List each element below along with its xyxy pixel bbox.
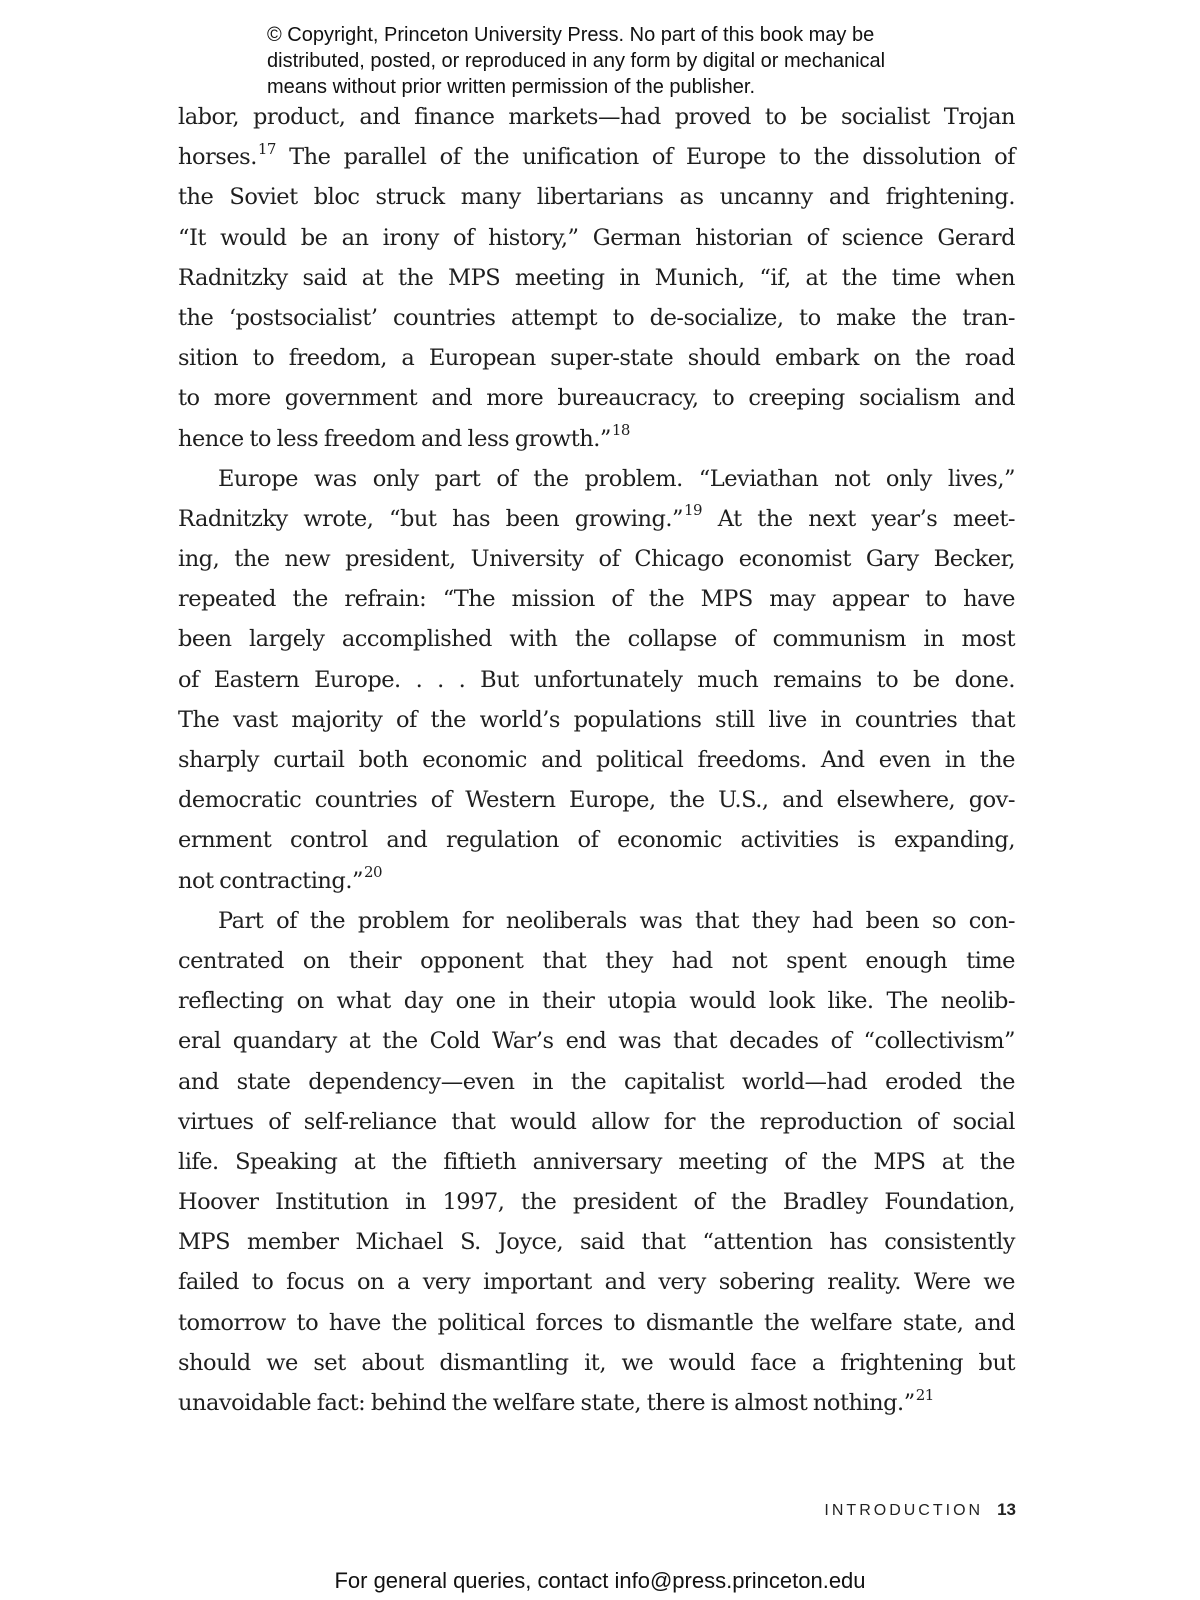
- footnote-ref-19[interactable]: 19: [684, 501, 703, 520]
- text-line: repeated the refrain: “The mission of the MPS may appear to have: [178, 586, 1015, 613]
- text-line: Radnitzky said at the MPS meeting in Munich, “if, at the time when: [178, 264, 1015, 291]
- text-line: Hoover Institution in 1997, the president of the Bradley Foundation,: [178, 1189, 1015, 1216]
- text-line: to more government and more bureaucracy, to creeping socialism and: [178, 385, 1015, 412]
- body-text: [178, 97, 1015, 1423]
- copyright-line: distributed, posted, or reproduced in any form by digital or mechanical: [267, 50, 886, 72]
- text-line: [178, 1383, 1015, 1423]
- text-run: horses.: [178, 144, 257, 171]
- text-line: the Soviet bloc struck many libertarians as uncanny and frightening.: [178, 184, 1015, 211]
- text-line: “It would be an irony of history,” German historian of science Gerard: [178, 224, 1015, 251]
- text-line: life. Speaking at the fiftieth anniversary meeting of the MPS at the: [178, 1148, 1015, 1175]
- copyright-line: © Copyright, Princeton University Press. No part of this book may be: [267, 24, 875, 46]
- text-run: The parallel of the unification of Europe to the dissolution of: [275, 144, 1015, 171]
- text-run: hence to less freedom and less growth.”: [178, 425, 611, 452]
- text-line: [178, 137, 1015, 177]
- text-line: reflecting on what day one in their utopia would look like. The neolib-: [178, 988, 1015, 1015]
- text-line: and state dependency—even in the capitalist world—had eroded the: [178, 1068, 1015, 1095]
- text-line: virtues of self-reliance that would allow for the reproduction of social: [178, 1108, 1015, 1135]
- text-run: not contracting.”: [178, 867, 363, 894]
- text-run: unavoidable fact: behind the welfare state, there is almost nothing.”: [178, 1390, 915, 1416]
- footnote-ref-17[interactable]: 17: [257, 139, 276, 158]
- text-line: centrated on their opponent that they had not spent enough time: [178, 947, 1015, 974]
- text-line: eral quandary at the Cold War’s end was that decades of “collectivism”: [178, 1028, 1015, 1055]
- text-line: labor, product, and finance markets—had proved to be socialist Trojan: [178, 104, 1015, 130]
- text-line: ernment control and regulation of economic activities is expanding,: [178, 827, 1015, 854]
- text-line: democratic countries of Western Europe, the U.S., and elsewhere, gov-: [178, 787, 1015, 814]
- text-line: sharply curtail both economic and political freedoms. And even in the: [178, 747, 1015, 773]
- text-line: of Eastern Europe. . . . But unfortunately much remains to be done.: [178, 666, 1015, 693]
- text-line: the ‘postsocialist’ countries attempt to de-socialize, to make the tran-: [178, 304, 1015, 331]
- text-line: been largely accomplished with the collapse of communism in most: [178, 626, 1015, 653]
- text-line: tomorrow to have the political forces to dismantle the welfare state, and: [178, 1309, 1015, 1336]
- text-line: should we set about dismantling it, we would face a frightening but: [178, 1349, 1015, 1376]
- text-run: Radnitzky wrote, “but has been growing.”: [178, 505, 684, 532]
- text-run: At the next year’s meet-: [702, 505, 1015, 532]
- text-line: Europe was only part of the problem. “Leviathan not only lives,”: [218, 465, 1015, 492]
- footnote-ref-20[interactable]: 20: [363, 863, 383, 882]
- page-number: 13: [997, 1500, 1016, 1519]
- copyright-line: means without prior written permission of the publisher.: [267, 76, 756, 98]
- text-line: MPS member Michael S. Joyce, said that “attention has consistently: [178, 1229, 1015, 1256]
- copyright-notice: [267, 22, 987, 100]
- text-line: ing, the new president, University of Chicago economist Gary Becker,: [178, 546, 1015, 573]
- text-line: [178, 499, 1015, 539]
- contact-line: For general queries, contact info@press.princeton.edu: [334, 1568, 866, 1593]
- text-line: sition to freedom, a European super-state should embark on the road: [178, 345, 1015, 372]
- footnote-ref-18[interactable]: 18: [611, 421, 630, 439]
- text-line: [178, 861, 1015, 901]
- section-title: INTRODUCTION: [824, 1502, 984, 1519]
- text-line: The vast majority of the world’s populations still live in countries that: [178, 706, 1015, 733]
- text-line: [178, 419, 1015, 459]
- footnote-ref-21[interactable]: 21: [915, 1385, 934, 1404]
- text-line: failed to focus on a very important and very sobering reality. Were we: [178, 1269, 1015, 1296]
- running-footer: [824, 1500, 1016, 1520]
- text-line: Part of the problem for neoliberals was that they had been so con-: [218, 907, 1015, 934]
